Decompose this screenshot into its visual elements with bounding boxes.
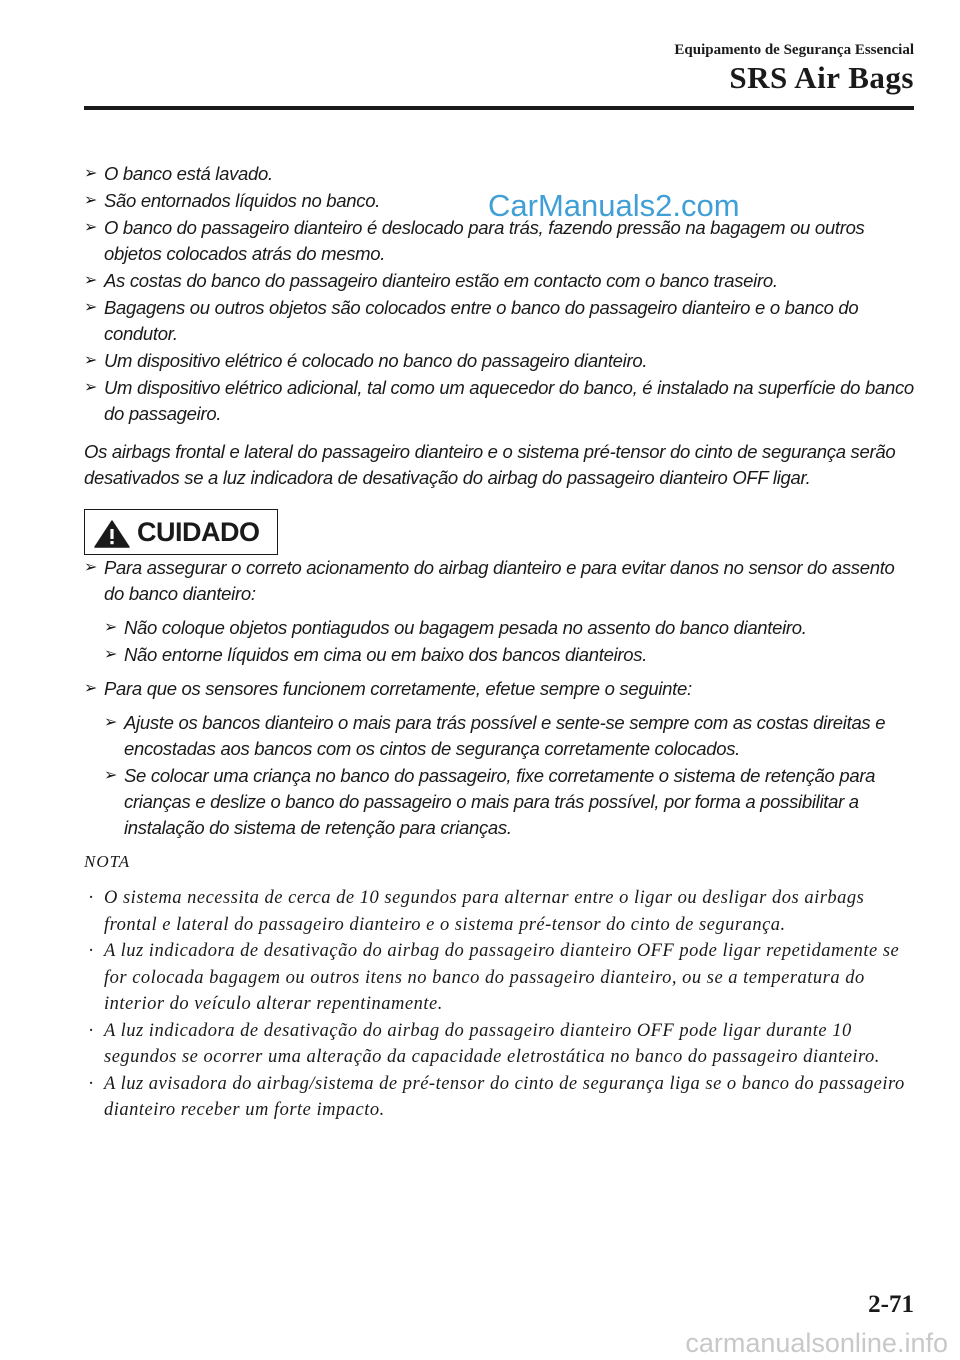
arrow-bullet-icon: ➢ bbox=[104, 767, 118, 784]
list-item: ➢ Ajuste os bancos dianteiro o mais para trás possível e sente-se sempre com as costas direitas e encostadas aos bancos com os cintos de segurança corretamente colocados. bbox=[104, 712, 886, 759]
list-item: ➢ São entornados líquidos no banco. bbox=[84, 188, 914, 214]
arrow-bullet-icon: ➢ bbox=[104, 619, 118, 636]
list-item: ➢ As costas do banco do passageiro dianteiro estão em contacto com o banco traseiro. bbox=[84, 268, 914, 294]
main-content bbox=[84, 161, 914, 1124]
deactivation-paragraph: Os airbags frontal e lateral do passageiro dianteiro e o sistema pré-tensor do cinto de segurança serão desativados se a luz indicadora de desativação do airbag do passageiro dianteiro OFF ligar. bbox=[84, 441, 896, 488]
caution-sublist bbox=[104, 710, 914, 841]
list-item: ➢ Se colocar uma criança no banco do passageiro, fixe corretamente o sistema de retenção para crianças e deslize o banco do passageiro o mais para trás possível, por forma a possibilitar a instalação do sistema de retenção para crianças. bbox=[104, 765, 876, 838]
list-item: ➢ Para assegurar o correto acionamento do airbag dianteiro e para evitar danos no sensor do assento do banco dianteiro: ➢ Não coloque objetos pontiagudos ou bagagem pesada no assento do banco dianteiro. ➢ Não entorne líquidos em cima ou em baixo dos bancos dianteiros. bbox=[84, 555, 914, 668]
arrow-bullet-icon: ➢ bbox=[84, 219, 98, 236]
list-item: ➢ Um dispositivo elétrico é colocado no banco do passageiro dianteiro. bbox=[84, 348, 914, 374]
caution-heading bbox=[84, 509, 278, 555]
page-number: 2-71 bbox=[868, 1291, 914, 1318]
dot-bullet-icon: · bbox=[88, 888, 95, 908]
list-item: · A luz indicadora de desativação do airbag do passageiro dianteiro OFF pode ligar durante 10 segundos se ocorrer uma alteração da capacidade eletrostática no banco do passageiro dianteiro. bbox=[84, 1018, 914, 1071]
arrow-bullet-icon: ➢ bbox=[84, 680, 98, 697]
warning-triangle-icon bbox=[94, 520, 130, 548]
list-item: ➢ Um dispositivo elétrico adicional, tal como um aquecedor do banco, é instalado na superfície do banco do passageiro. bbox=[84, 377, 914, 424]
chapter-title: SRS Air Bags bbox=[729, 60, 914, 95]
page-header bbox=[84, 40, 914, 96]
footer-watermark: carmanualsonline.info bbox=[685, 1328, 948, 1358]
caution-label: CUIDADO bbox=[137, 517, 260, 547]
caution-list bbox=[84, 555, 914, 841]
dot-bullet-icon: · bbox=[88, 941, 95, 961]
section-title: Equipamento de Segurança Essencial bbox=[674, 42, 914, 58]
arrow-bullet-icon: ➢ bbox=[104, 646, 118, 663]
list-item: ➢ O banco do passageiro dianteiro é deslocado para trás, fazendo pressão na bagagem ou outros objetos colocados atrás do mesmo. bbox=[84, 217, 865, 264]
list-item: ➢ Bagagens ou outros objetos são colocados entre o banco do passageiro dianteiro e o banco do condutor. bbox=[84, 297, 859, 344]
list-item: ➢ O banco está lavado. bbox=[84, 161, 914, 187]
list-item: ➢ Não entorne líquidos em cima ou em baixo dos bancos dianteiros. bbox=[104, 642, 914, 668]
note-title: NOTA bbox=[84, 852, 131, 871]
dot-bullet-icon: · bbox=[88, 1073, 95, 1094]
note-list bbox=[84, 885, 914, 1124]
arrow-bullet-icon: ➢ bbox=[84, 272, 98, 289]
condition-list bbox=[84, 161, 914, 427]
watermark: CarManuals2.com bbox=[488, 188, 740, 223]
arrow-bullet-icon: ➢ bbox=[84, 299, 98, 316]
dot-bullet-icon: · bbox=[88, 1020, 95, 1041]
header-divider bbox=[84, 106, 914, 110]
list-item: · A luz avisadora do airbag/sistema de pré-tensor do cinto de segurança liga se o banco do passageiro dianteiro receber um forte impacto. bbox=[84, 1071, 914, 1124]
caution-sublist bbox=[104, 615, 914, 668]
list-item: ➢ Para que os sensores funcionem corretamente, efetue sempre o seguinte: ➢ Ajuste os bancos dianteiro o mais para trás possível e sente-se sempre com as costas direitas e encostadas aos bancos com os cintos de segurança corretamente colocados. ➢ Se colocar uma criança no banco do passageiro, fixe corretamente o sistema de retenção para crianças e deslize o banco do passageiro o mais para trás possível, por forma a possibilitar a instalação do sistema de retenção para crianças. bbox=[84, 676, 914, 841]
list-item: ➢ Não coloque objetos pontiagudos ou bagagem pesada no assento do banco dianteiro. bbox=[104, 615, 914, 641]
arrow-bullet-icon: ➢ bbox=[84, 165, 98, 182]
list-item: · A luz indicadora de desativação do airbag do passageiro dianteiro OFF pode ligar repetidamente se for colocada bagagem ou outros itens no banco do passageiro dianteiro, ou se a temperatura do interior do veículo alterar repentinamente. bbox=[84, 938, 914, 1018]
arrow-bullet-icon: ➢ bbox=[104, 714, 118, 731]
arrow-bullet-icon: ➢ bbox=[84, 559, 98, 576]
arrow-bullet-icon: ➢ bbox=[84, 352, 98, 369]
arrow-bullet-icon: ➢ bbox=[84, 379, 98, 396]
list-item: · O sistema necessita de cerca de 10 segundos para alternar entre o ligar ou desligar dos airbags frontal e lateral do passageiro dianteiro e o sistema pré-tensor do cinto de segurança. bbox=[84, 885, 914, 938]
arrow-bullet-icon: ➢ bbox=[84, 192, 98, 209]
